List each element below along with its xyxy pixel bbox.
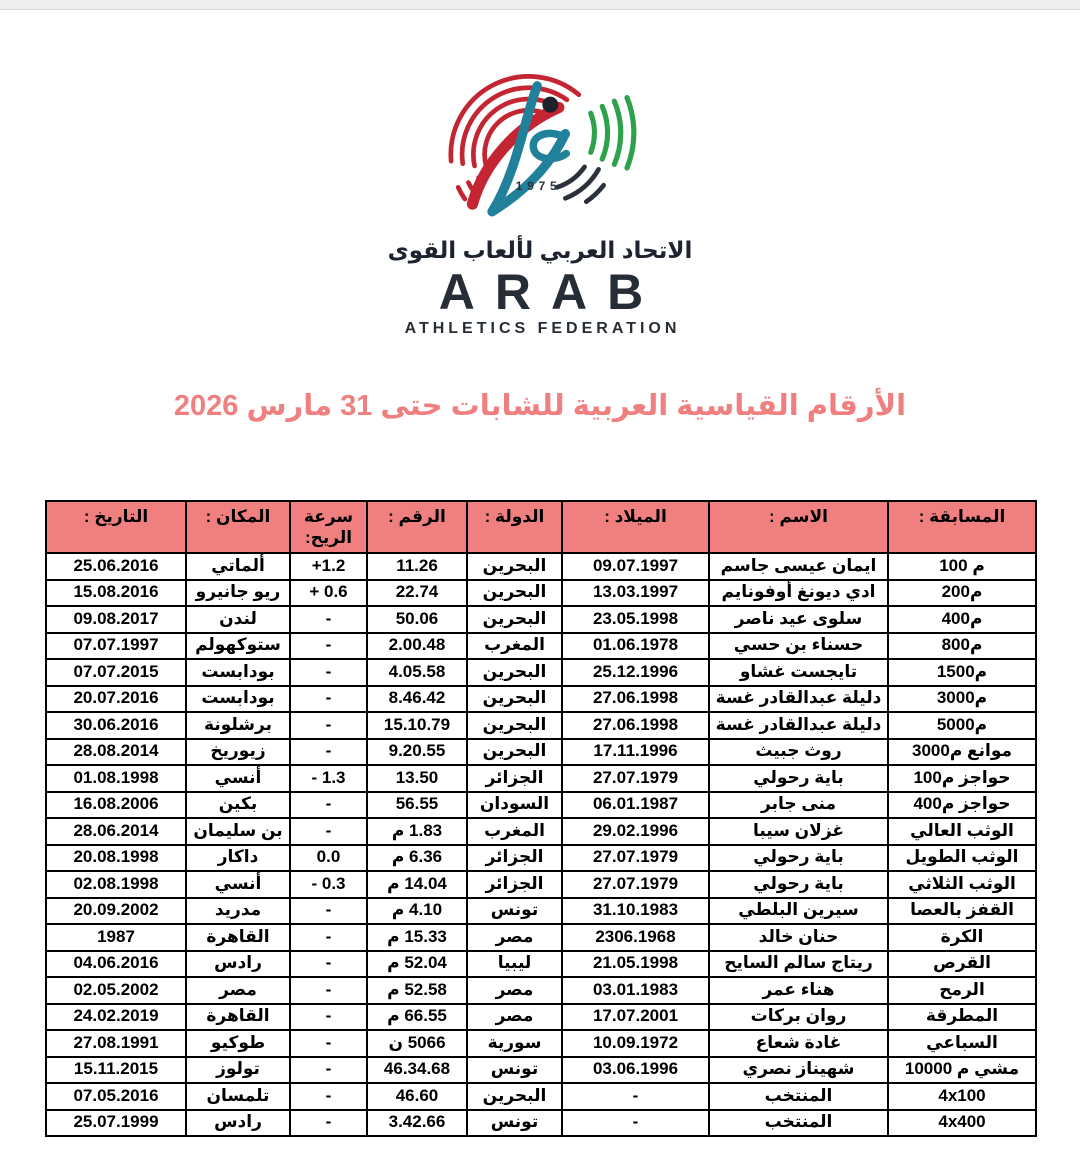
wind-cell: - [290,606,367,633]
birth-cell: 13.03.1997 [562,580,709,607]
record-cell: 4.10 م [367,898,467,925]
event-cell: م800 [888,633,1036,660]
event-cell: م3000 [888,686,1036,713]
country-cell: البحرين [467,553,562,580]
country-cell: تونس [467,1057,562,1084]
event-cell: المطرقة [888,1004,1036,1031]
place-cell: لندن [186,606,290,633]
place-cell: ريو جانيرو [186,580,290,607]
place-cell: أنسي [186,765,290,792]
record-cell: 6.36 م [367,845,467,872]
table-row [46,792,1036,819]
event-cell: حواجز م100 [888,765,1036,792]
name-cell: المنتخب [709,1083,888,1110]
logo-athlete-head-dot [542,97,558,113]
country-cell: تونس [467,1110,562,1137]
wind-cell: - [290,924,367,951]
birth-cell: 21.05.1998 [562,951,709,978]
place-cell: طوكيو [186,1030,290,1057]
event-cell: م5000 [888,712,1036,739]
date-cell: 15.08.2016 [46,580,186,607]
place-cell: بودابست [186,686,290,713]
birth-cell: 17.11.1996 [562,739,709,766]
birth-cell: 01.06.1978 [562,633,709,660]
table-row [46,1110,1036,1137]
federation-name-arabic: الاتحاد العربي لألعاب القوى [387,237,693,263]
birth-cell: 23.05.1998 [562,606,709,633]
event-cell: القفز بالعصا [888,898,1036,925]
name-cell: روان بركات [709,1004,888,1031]
wind-cell: - [290,898,367,925]
record-cell: 50.06 [367,606,467,633]
country-cell: الجزائر [467,765,562,792]
name-cell: باية رحولي [709,765,888,792]
place-cell: بودابست [186,659,290,686]
birth-cell: 09.07.1997 [562,553,709,580]
date-cell: 02.05.2002 [46,977,186,1004]
event-cell: الكرة [888,924,1036,951]
wind-cell: - [290,818,367,845]
event-cell: م200 [888,580,1036,607]
name-cell: ريتاج سالم السايح [709,951,888,978]
table-row [46,898,1036,925]
date-cell: 07.07.1997 [46,633,186,660]
wind-cell: - [290,633,367,660]
header-row [46,501,1036,553]
event-cell: م1500 [888,659,1036,686]
wind-cell: + 0.6 [290,580,367,607]
record-cell: 46.34.68 [367,1057,467,1084]
event-cell: الرمح [888,977,1036,1004]
place-cell: بكين [186,792,290,819]
federation-logo-block [0,64,1080,338]
date-cell: 07.05.2016 [46,1083,186,1110]
date-cell: 30.06.2016 [46,712,186,739]
birth-cell: 03.06.1996 [562,1057,709,1084]
event-cell: السباعي [888,1030,1036,1057]
record-cell: 1.83 م [367,818,467,845]
record-cell: 11.26 [367,553,467,580]
event-cell: الوثب العالي [888,818,1036,845]
date-cell: 20.07.2016 [46,686,186,713]
event-cell: الوثب الطويل [888,845,1036,872]
column-header-date: التاريخ : [46,501,186,553]
country-cell: مصر [467,924,562,951]
date-cell: 07.07.2015 [46,659,186,686]
top-edge-strip [0,0,1080,10]
name-cell: المنتخب [709,1110,888,1137]
table-row [46,659,1036,686]
table-row [46,1057,1036,1084]
federation-name-english: ARAB [438,264,664,320]
birth-cell: 31.10.1983 [562,898,709,925]
table-row [46,553,1036,580]
country-cell: البحرين [467,712,562,739]
place-cell: ألماتي [186,553,290,580]
table-row [46,1083,1036,1110]
birth-cell: 2306.1968 [562,924,709,951]
country-cell: البحرين [467,606,562,633]
place-cell: زيوريخ [186,739,290,766]
place-cell: برشلونة [186,712,290,739]
wind-cell: - [290,1083,367,1110]
wind-cell: - [290,712,367,739]
table-row [46,606,1036,633]
logo-founding-year: 1975 [515,179,562,194]
records-table-wrap [45,500,1037,1137]
event-cell: م 100 [888,553,1036,580]
records-table [45,500,1037,1137]
records-table-body [46,553,1036,1136]
wind-cell: - [290,739,367,766]
record-cell: 5066 ن [367,1030,467,1057]
name-cell: تايجست غشاو [709,659,888,686]
date-cell: 24.02.2019 [46,1004,186,1031]
name-cell: غادة شعاع [709,1030,888,1057]
table-row [46,686,1036,713]
name-cell: دليلة عبدالقادر غسة [709,712,888,739]
date-cell: 25.07.1999 [46,1110,186,1137]
table-row [46,951,1036,978]
name-cell: سيرين البلطي [709,898,888,925]
country-cell: البحرين [467,686,562,713]
name-cell: حنان خالد [709,924,888,951]
country-cell: البحرين [467,659,562,686]
birth-cell: - [562,1083,709,1110]
column-header-country: الدولة : [467,501,562,553]
birth-cell: 10.09.1972 [562,1030,709,1057]
wind-cell: - [290,1057,367,1084]
name-cell: باية رحولي [709,845,888,872]
date-cell: 01.08.1998 [46,765,186,792]
wind-cell: - [290,686,367,713]
birth-cell: 06.01.1987 [562,792,709,819]
country-cell: السودان [467,792,562,819]
wind-cell: - 1.3 [290,765,367,792]
name-cell: دليلة عبدالقادر غسة [709,686,888,713]
name-cell: حسناء بن حسي [709,633,888,660]
date-cell: 20.08.1998 [46,845,186,872]
column-header-name: الاسم : [709,501,888,553]
wind-cell: - [290,951,367,978]
event-cell: القرص [888,951,1036,978]
date-cell: 28.06.2014 [46,818,186,845]
date-cell: 09.08.2017 [46,606,186,633]
event-cell: الوثب الثلاثي [888,871,1036,898]
birth-cell: 27.07.1979 [562,871,709,898]
place-cell: رادس [186,1110,290,1137]
record-cell: 9.20.55 [367,739,467,766]
place-cell: مدريد [186,898,290,925]
record-cell: 22.74 [367,580,467,607]
logo-green-bars [591,98,634,168]
name-cell: هناء عمر [709,977,888,1004]
column-header-wind: سرعة الريح: [290,501,367,553]
record-cell: 3.42.66 [367,1110,467,1137]
date-cell: 04.06.2016 [46,951,186,978]
name-cell: ادي ديونغ أوفونايم [709,580,888,607]
place-cell: تولوز [186,1057,290,1084]
country-cell: البحرين [467,739,562,766]
federation-tagline-english: ATHLETICS FEDERATION [404,319,681,337]
birth-cell: 17.07.2001 [562,1004,709,1031]
date-cell: 15.11.2015 [46,1057,186,1084]
country-cell: سورية [467,1030,562,1057]
wind-cell: - [290,1004,367,1031]
record-cell: 13.50 [367,765,467,792]
wind-cell: 0.0 [290,845,367,872]
country-cell: مصر [467,1004,562,1031]
date-cell: 1987 [46,924,186,951]
column-header-event: المسابقة : [888,501,1036,553]
record-cell: 46.60 [367,1083,467,1110]
table-row [46,871,1036,898]
record-cell: 52.04 م [367,951,467,978]
table-row [46,977,1036,1004]
birth-cell: 27.06.1998 [562,712,709,739]
wind-cell: - [290,792,367,819]
table-row [46,580,1036,607]
table-row [46,712,1036,739]
date-cell: 25.06.2016 [46,553,186,580]
table-row [46,845,1036,872]
column-header-birth: الميلاد : [562,501,709,553]
event-cell: حواجز م400 [888,792,1036,819]
name-cell: باية رحولي [709,871,888,898]
record-cell: 2.00.48 [367,633,467,660]
place-cell: أنسي [186,871,290,898]
table-row [46,739,1036,766]
country-cell: مصر [467,977,562,1004]
federation-logo [418,64,662,226]
event-cell: مشي م 10000 [888,1057,1036,1084]
place-cell: ستوكهولم [186,633,290,660]
event-cell: 4x100 [888,1083,1036,1110]
birth-cell: 29.02.1996 [562,818,709,845]
name-cell: روث جبيث [709,739,888,766]
wind-cell: - [290,977,367,1004]
country-cell: المغرب [467,818,562,845]
record-cell: 8.46.42 [367,686,467,713]
name-cell: منى جابر [709,792,888,819]
column-header-place: المكان : [186,501,290,553]
place-cell: داكار [186,845,290,872]
wind-cell: - [290,659,367,686]
birth-cell: 03.01.1983 [562,977,709,1004]
date-cell: 28.08.2014 [46,739,186,766]
place-cell: مصر [186,977,290,1004]
record-cell: 56.55 [367,792,467,819]
country-cell: ليبيا [467,951,562,978]
name-cell: سلوى عيد ناصر [709,606,888,633]
birth-cell: - [562,1110,709,1137]
birth-cell: 25.12.1996 [562,659,709,686]
wind-cell: - [290,1110,367,1137]
date-cell: 27.08.1991 [46,1030,186,1057]
country-cell: البحرين [467,580,562,607]
record-cell: 4.05.58 [367,659,467,686]
record-cell: 14.04 م [367,871,467,898]
table-row [46,924,1036,951]
country-cell: البحرين [467,1083,562,1110]
birth-cell: 27.07.1979 [562,765,709,792]
place-cell: تلمسان [186,1083,290,1110]
country-cell: المغرب [467,633,562,660]
table-row [46,818,1036,845]
record-cell: 15.10.79 [367,712,467,739]
logo-dark-arcs [557,167,604,202]
wind-cell: - [290,1030,367,1057]
wind-cell: +1.2 [290,553,367,580]
table-row [46,1004,1036,1031]
country-cell: تونس [467,898,562,925]
event-cell: 4x400 [888,1110,1036,1137]
wind-cell: - 0.3 [290,871,367,898]
records-table-header [46,501,1036,553]
name-cell: شهيناز نصري [709,1057,888,1084]
place-cell: القاهرة [186,924,290,951]
place-cell: القاهرة [186,1004,290,1031]
place-cell: رادس [186,951,290,978]
date-cell: 16.08.2006 [46,792,186,819]
event-cell: موانع م3000 [888,739,1036,766]
place-cell: بن سليمان [186,818,290,845]
name-cell: ايمان عيسى جاسم [709,553,888,580]
birth-cell: 27.06.1998 [562,686,709,713]
country-cell: الجزائر [467,845,562,872]
record-cell: 66.55 م [367,1004,467,1031]
event-cell: م400 [888,606,1036,633]
table-row [46,633,1036,660]
name-cell: غزلان سيبا [709,818,888,845]
table-row [46,1030,1036,1057]
page-title: الأرقام القياسية العربية للشابات حتى 31 مارس 2026 [173,390,907,422]
table-row [46,765,1036,792]
birth-cell: 27.07.1979 [562,845,709,872]
date-cell: 20.09.2002 [46,898,186,925]
country-cell: الجزائر [467,871,562,898]
date-cell: 02.08.1998 [46,871,186,898]
column-header-record: الرقم : [367,501,467,553]
record-cell: 15.33 م [367,924,467,951]
record-cell: 52.58 م [367,977,467,1004]
